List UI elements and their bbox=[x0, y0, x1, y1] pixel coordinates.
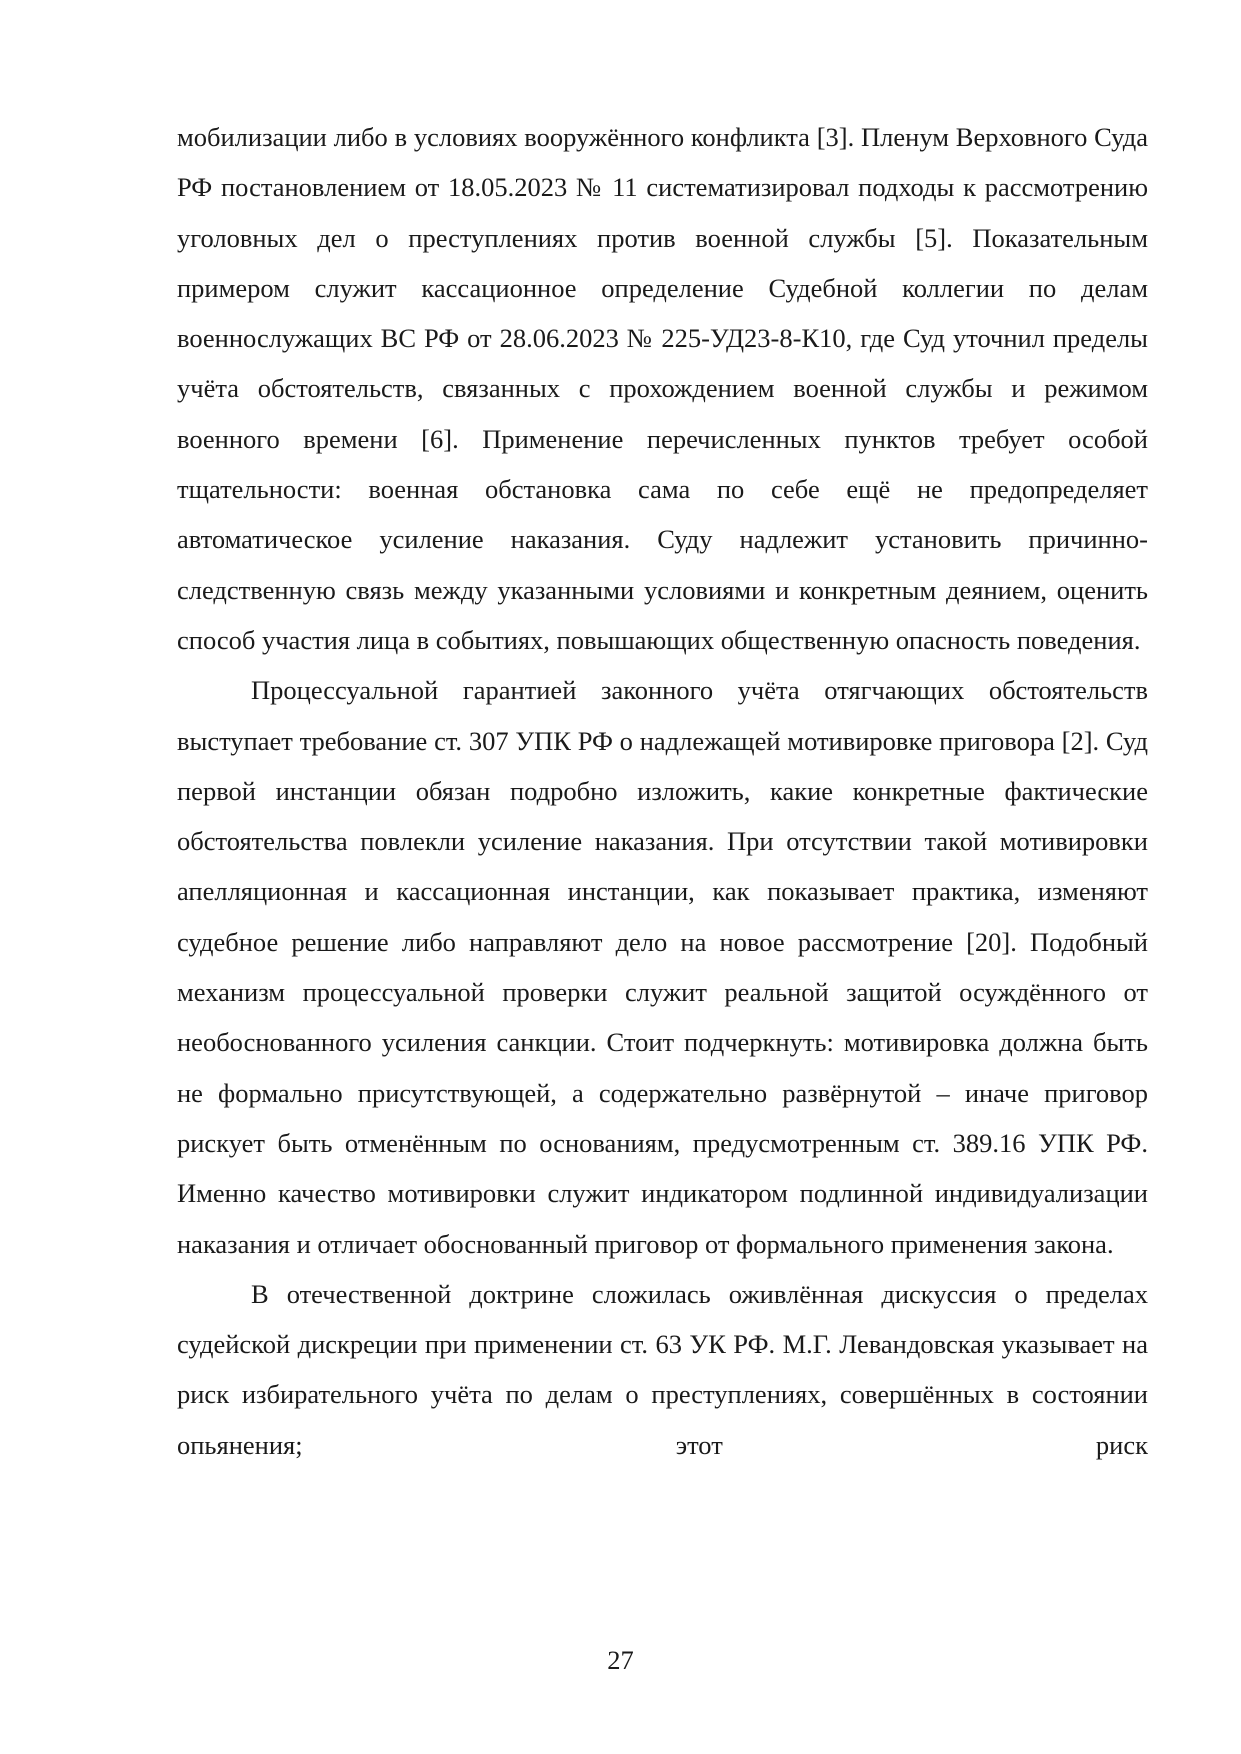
paragraph-3: В отечественной доктрине сложилась оживлённая дискуссия о пределах судейской дискреции при применении ст. 63 УК РФ. М.Г. Левандовская указывает на риск избирательного учёта по делам о преступлениях, совершённых в состоянии опьянения; этот риск bbox=[177, 1278, 1148, 1460]
page-number: 27 bbox=[607, 1645, 634, 1675]
document-body bbox=[177, 112, 1148, 1470]
paragraph-1: мобилизации либо в условиях вооружённого конфликта [3]. Пленум Верховного Суда РФ постановлением от 18.05.2023 № 11 систематизировал подходы к рассмотрению уголовных дел о преступлениях против военной службы [5]. Показательным примером служит кассационное определение Судебной коллегии по делам военнослужащих ВС РФ от 28.06.2023 № 225-УД23-8-К10, где Суд уточнил пределы учёта обстоятельств, связанных с прохождением военной службы и режимом военного времени [6]. Применение перечисленных пунктов требует особой тщательности: военная обстановка сама по себе ещё не предопределяет автоматическое усиление наказания. Суду надлежит установить причинно-следственную связь между указанными условиями и конкретным деянием, оценить способ участия лица в событиях, повышающих общественную опасность поведения. bbox=[177, 122, 1148, 655]
paragraph-2: Процессуальной гарантией законного учёта отягчающих обстоятельств выступает требование ст. 307 УПК РФ о надлежащей мотивировке приговора [2]. Суд первой инстанции обязан подробно изложить, какие конкретные фактические обстоятельства повлекли усиление наказания. При отсутствии такой мотивировки апелляционная и кассационная инстанции, как показывает практика, изменяют судебное решение либо направляют дело на новое рассмотрение [20]. Подобный механизм процессуальной проверки служит реальной защитой осуждённого от необоснованного усиления санкции. Стоит подчеркнуть: мотивировка должна быть не формально присутствующей, а содержательно развёрнутой – иначе приговор рискует быть отменённым по основаниям, предусмотренным ст. 389.16 УПК РФ. Именно качество мотивировки служит индикатором подлинной индивидуализации наказания и отличает обоснованный приговор от формального применения закона. bbox=[177, 675, 1148, 1259]
